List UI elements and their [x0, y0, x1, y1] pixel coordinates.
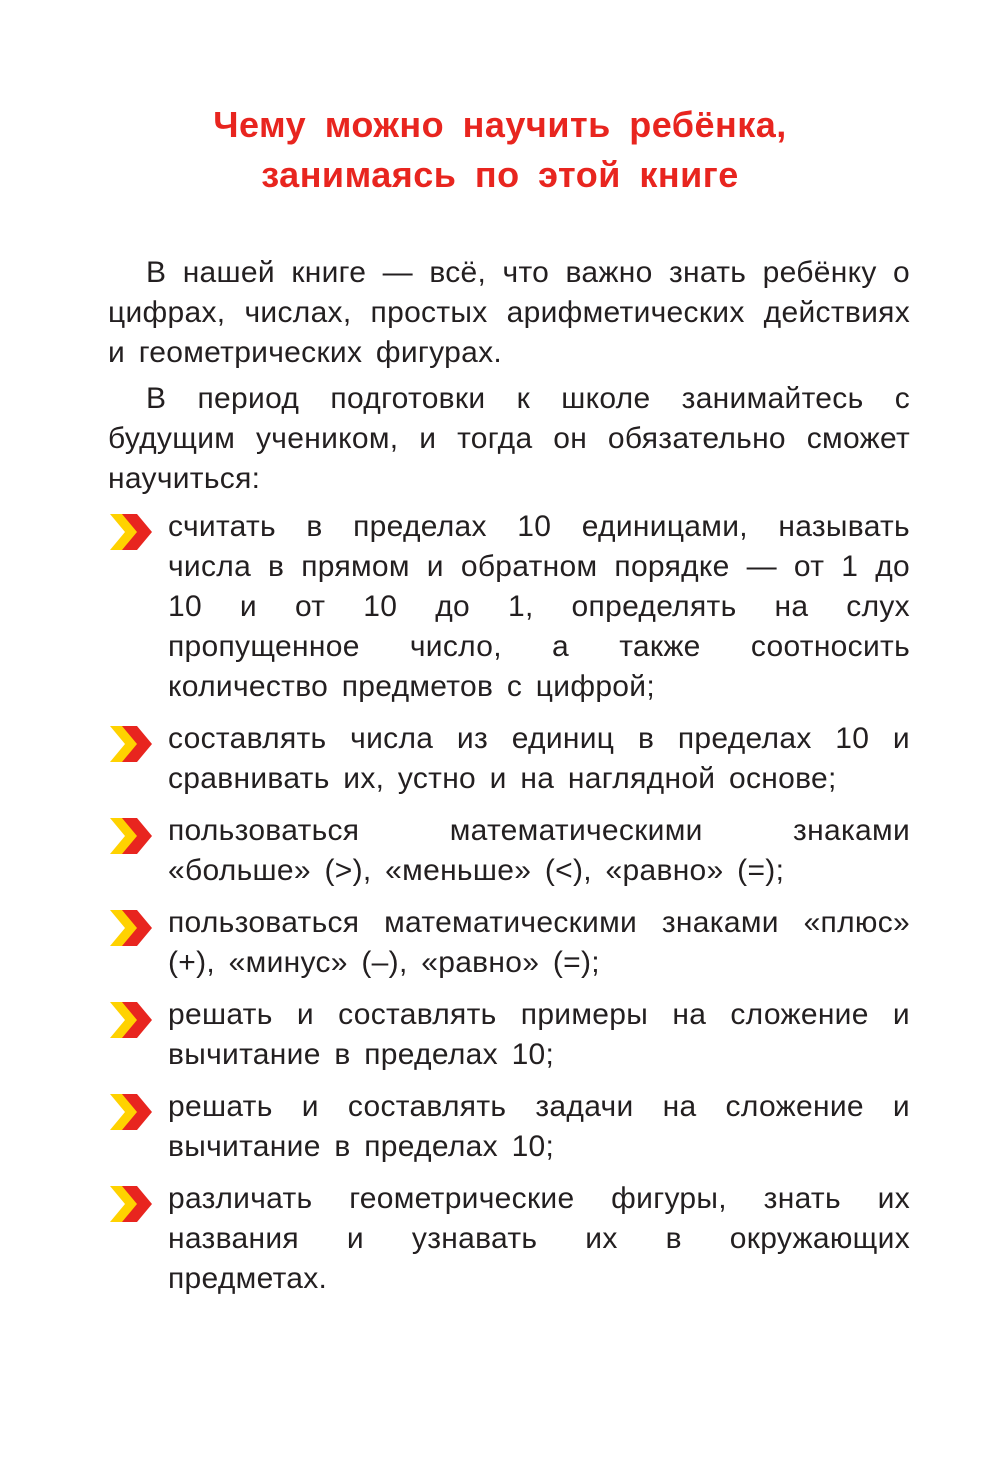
double-chevron-arrow-icon: [108, 723, 154, 765]
page-title-line-2: занимаясь по этой книге: [261, 154, 739, 195]
skill-text: решать и составлять задачи на сложение и вычитание в пределах 10;: [168, 1090, 910, 1163]
skills-list: [108, 507, 910, 1311]
skill-text: составлять числа из единиц в пределах 10 и сравнивать их, устно и на наглядной основе;: [168, 722, 910, 795]
skill-item: [108, 903, 910, 983]
skill-text: считать в пределах 10 единицами, называть числа в прямом и обратном порядке — от 1 до 10 и от 10 до 1, определять на слух пропущенное число, а также соотносить количество предметов с цифрой;: [168, 510, 910, 703]
intro-paragraph-1: В нашей книге — всё, что важно знать ребёнку о цифрах, числах, простых арифметических действиях и геометрических фигурах.: [108, 256, 910, 369]
double-chevron-arrow-icon: [108, 1183, 154, 1225]
double-chevron-arrow-icon: [108, 999, 154, 1041]
double-chevron-arrow-icon: [108, 815, 154, 857]
skill-text: пользоваться математическими знаками «больше» (>), «меньше» (<), «равно» (=);: [168, 814, 910, 887]
skill-item: [108, 995, 910, 1075]
intro-paragraph-2: В период подготовки к школе занимайтесь с будущим учеником, и тогда он обязательно сможет научиться:: [108, 382, 910, 495]
double-chevron-arrow-icon: [108, 511, 154, 553]
page-title: [100, 100, 900, 200]
skill-item: [108, 811, 910, 891]
skill-item: [108, 507, 910, 707]
skill-item: [108, 719, 910, 799]
double-chevron-arrow-icon: [108, 1091, 154, 1133]
skill-item: [108, 1179, 910, 1299]
skill-text: различать геометрические фигуры, знать их названия и узнавать их в окружающих предметах.: [168, 1182, 910, 1295]
skill-text: решать и составлять примеры на сложение и вычитание в пределах 10;: [168, 998, 910, 1071]
double-chevron-arrow-icon: [108, 907, 154, 949]
skill-item: [108, 1087, 910, 1167]
skill-text: пользоваться математическими знаками «плюс» (+), «минус» (–), «равно» (=);: [168, 906, 910, 979]
page-title-line-1: Чему можно научить ребёнка,: [213, 104, 787, 145]
